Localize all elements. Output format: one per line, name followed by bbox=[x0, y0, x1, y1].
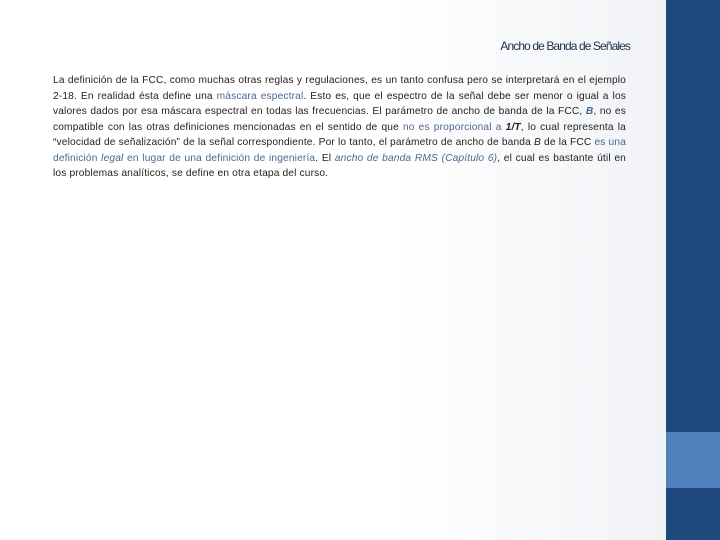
paragraph-run: B bbox=[585, 106, 594, 117]
sidebar-accent-block bbox=[666, 432, 720, 488]
paragraph-run: La definición de la FCC, como muchas otras reglas y regulaciones, es un tanto confusa pero se interpretará en el ejemplo 2-18. En realidad ésta define una bbox=[53, 75, 626, 102]
body-paragraph bbox=[53, 73, 626, 182]
paragraph-run: , no es compatible con las otras definiciones mencionadas en el sentido de que bbox=[53, 106, 626, 133]
paragraph-run: en lugar de una definición de ingeniería bbox=[123, 152, 316, 164]
paragraph-run: legal bbox=[101, 152, 124, 164]
paragraph-run: 1/T bbox=[505, 121, 521, 133]
slide-title: Ancho de Banda de Señales bbox=[500, 39, 630, 53]
paragraph-run: . Esto es, que el espectro de la señal debe ser menor o igual a los valores dados por esa máscara espectral en todas las frecuencias. El parámetro de ancho de banda de la FCC, bbox=[53, 90, 627, 117]
paragraph-run: es una definición bbox=[53, 137, 627, 164]
paragraph-run: , lo cual representa la “velocidad de señalización” de la señal correspondiente. Por lo tanto, el parámetro de ancho de banda bbox=[53, 121, 627, 148]
paragraph-run: de la FCC bbox=[540, 137, 595, 148]
paragraph-run: , el cual es bastante útil en los problemas analíticos, se define en otra etapa del curso. bbox=[53, 152, 626, 179]
paragraph-run: ancho de banda RMS (Capítulo 6) bbox=[334, 152, 498, 164]
paragraph-run: B bbox=[533, 137, 541, 148]
paragraph-run: no es proporcional a bbox=[402, 121, 506, 133]
paragraph-run: . El bbox=[315, 152, 335, 164]
paragraph-run: máscara espectral bbox=[216, 90, 304, 102]
right-sidebar-bar bbox=[666, 0, 720, 540]
